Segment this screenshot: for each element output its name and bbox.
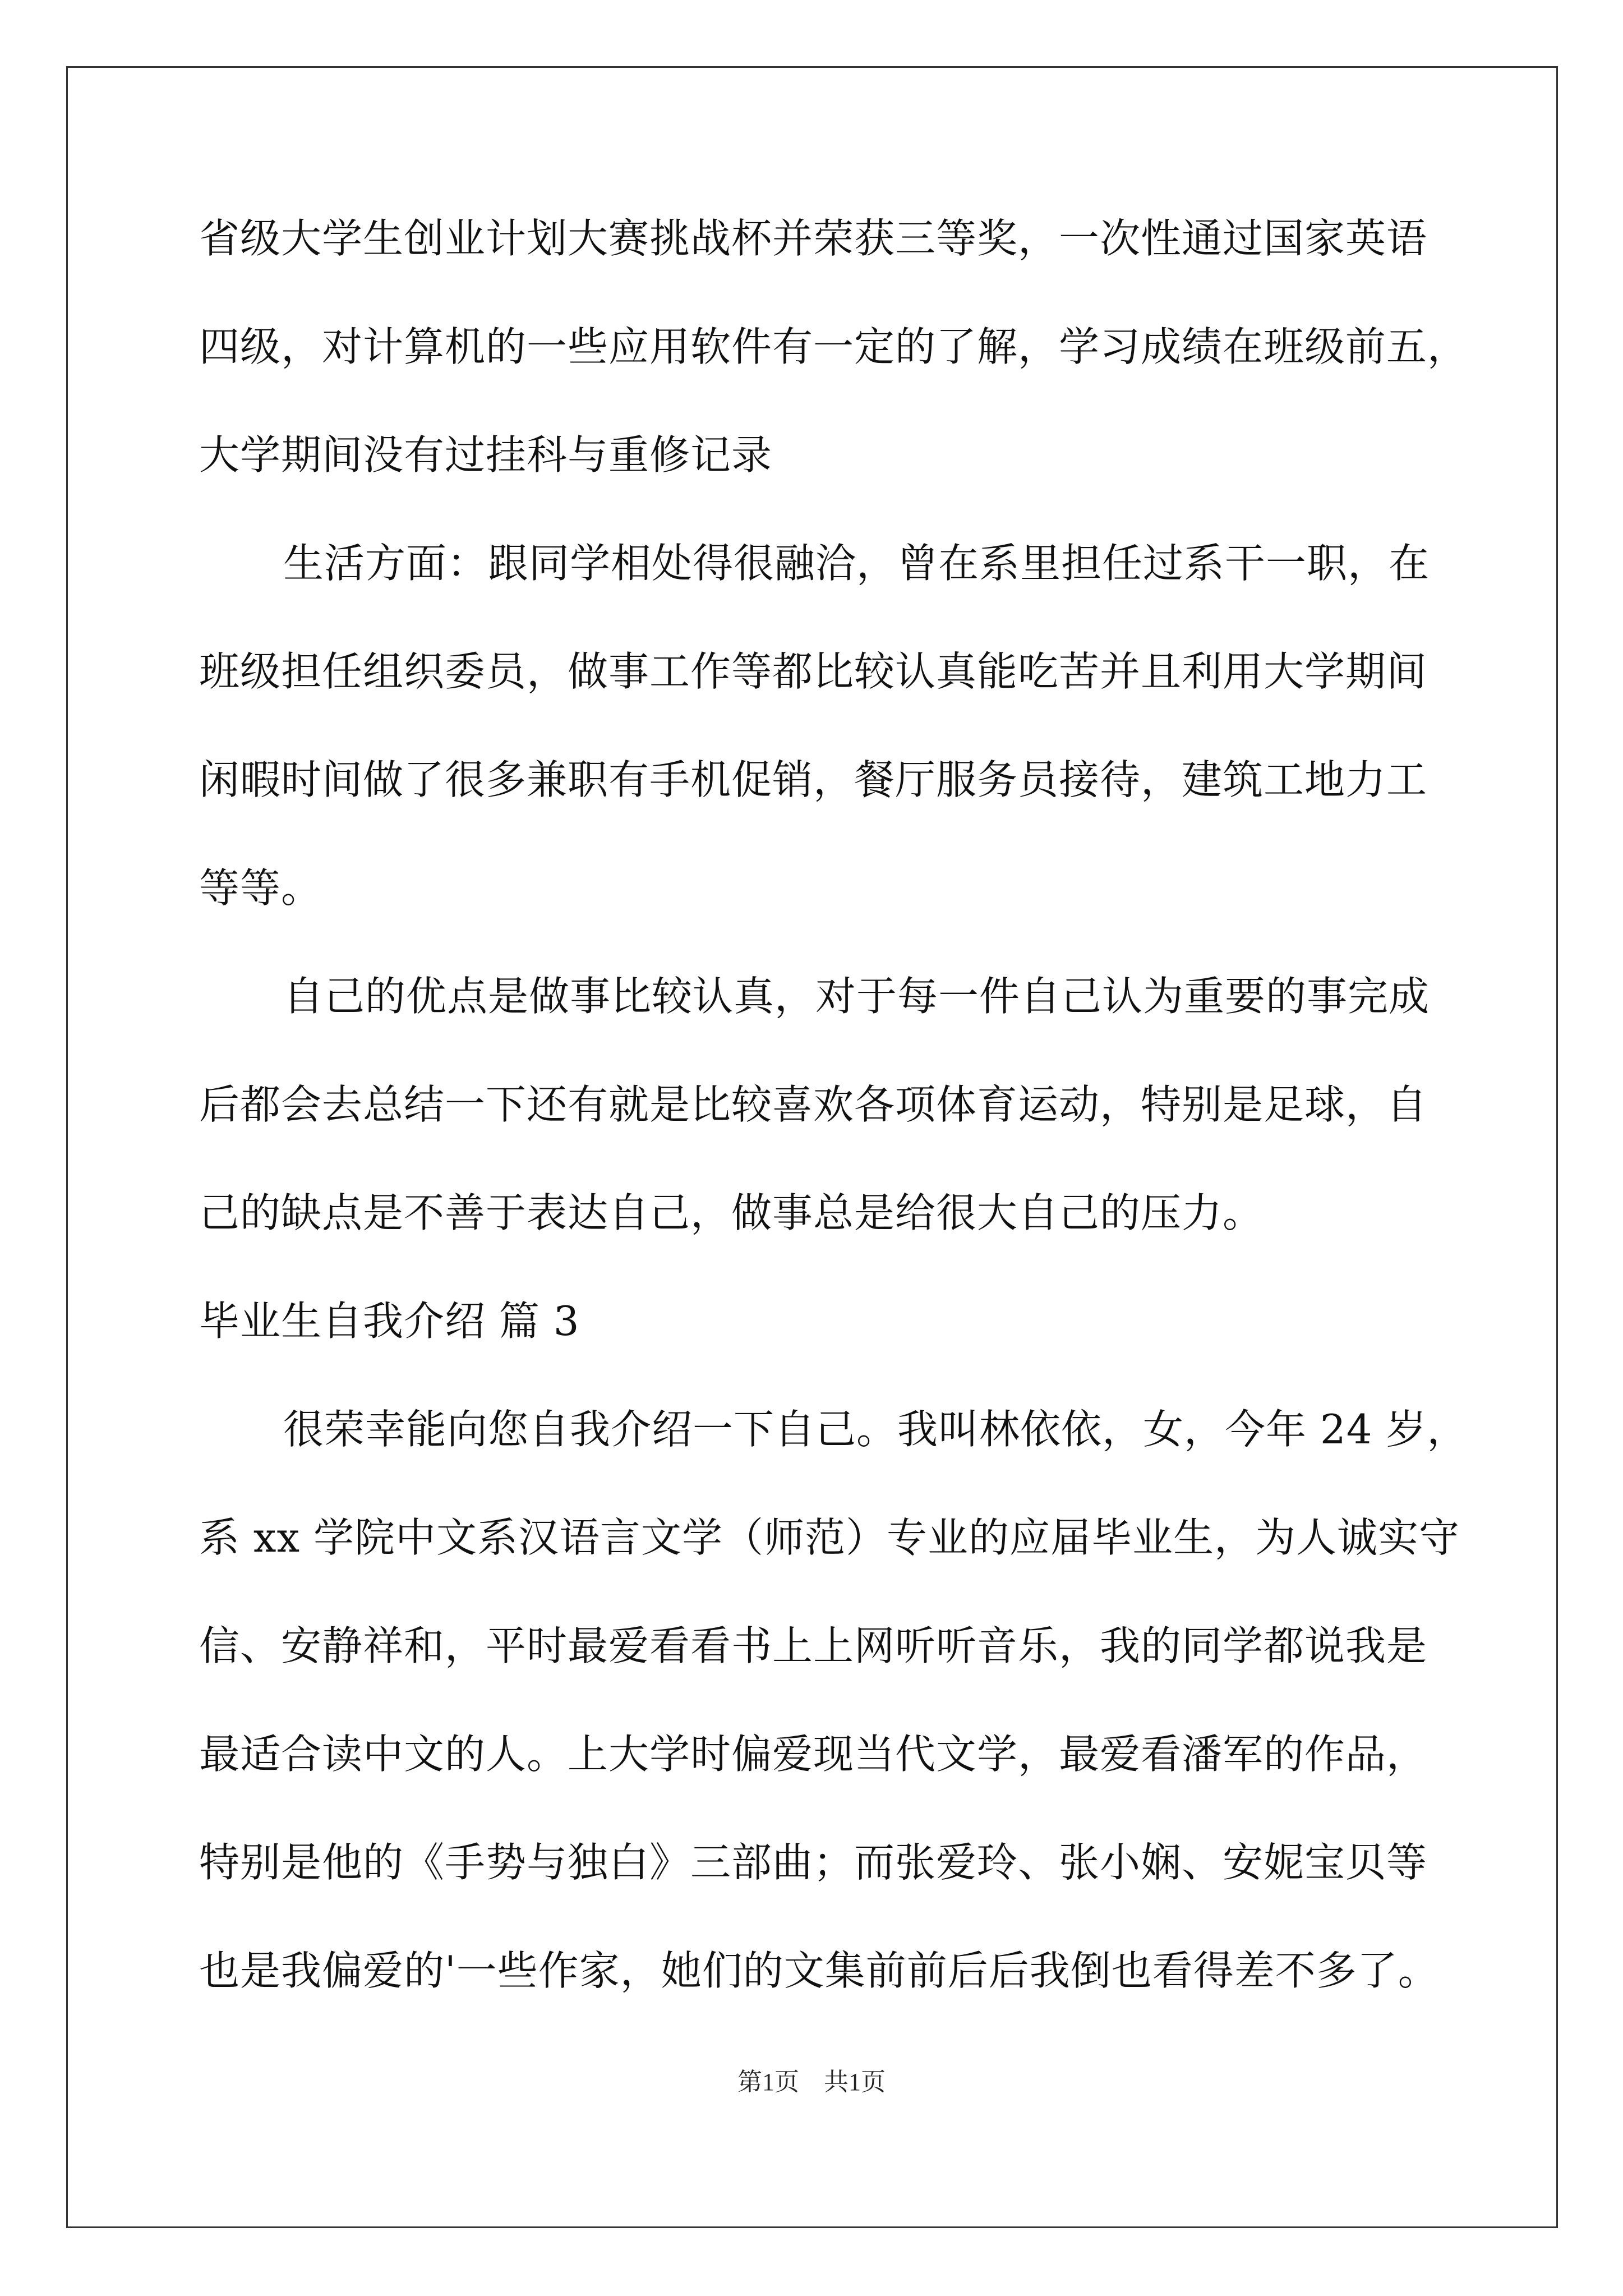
p2-line-1: 生活方面：跟同学相处得很融洽，曾在系里担任过系干一职，在: [283, 540, 1430, 587]
page-footer: 第1页 共1页: [737, 2068, 886, 2096]
p3-line-2: 后都会去总结一下还有就是比较喜欢各项体育运动，特别是足球，自: [199, 1081, 1428, 1128]
p4-line-5: 特别是他的《手势与独白》三部曲；而张爱玲、张小娴、安妮宝贝等: [199, 1839, 1428, 1886]
p3-line-3: 己的缺点是不善于表达自己，做事总是给很大自己的压力。: [199, 1189, 1264, 1236]
p1-line-3: 大学期间没有过挂科与重修记录: [199, 431, 773, 478]
p3-line-1: 自己的优点是做事比较认真，对于每一件自己认为重要的事完成: [283, 973, 1430, 1020]
p4-line-3: 信、安静祥和，平时最爱看看书上上网听听音乐，我的同学都说我是: [199, 1622, 1428, 1669]
p2-line-2: 班级担任组织委员，做事工作等都比较认真能吃苦并且利用大学期间: [199, 648, 1428, 695]
p2-line-4: 等等。: [199, 864, 322, 912]
p4-line-2: 系 xx 学院中文系汉语言文学（师范）专业的应届毕业生，为人诚实守: [199, 1514, 1460, 1561]
p4-line-4: 最适合读中文的人。上大学时偏爱现当代文学，最爱看潘军的作品，: [199, 1731, 1428, 1778]
p2-line-3: 闲暇时间做了很多兼职有手机促销，餐厅服务员接待，建筑工地力工: [199, 756, 1428, 803]
page-border: [66, 66, 1558, 2228]
p4-line-1: 很荣幸能向您自我介绍一下自己。我叫林依依，女，今年 24 岁，: [283, 1406, 1468, 1453]
p4-line-6: 也是我偏爱的'一些作家，她们的文集前前后后我倒也看得差不多了。: [199, 1947, 1439, 1994]
p1-line-2: 四级，对计算机的一些应用软件有一定的了解，学习成绩在班级前五，: [199, 323, 1469, 370]
p1-line-1: 省级大学生创业计划大赛挑战杯并荣获三等奖，一次性通过国家英语: [199, 215, 1428, 262]
section-heading: 毕业生自我介绍 篇 3: [199, 1297, 580, 1345]
